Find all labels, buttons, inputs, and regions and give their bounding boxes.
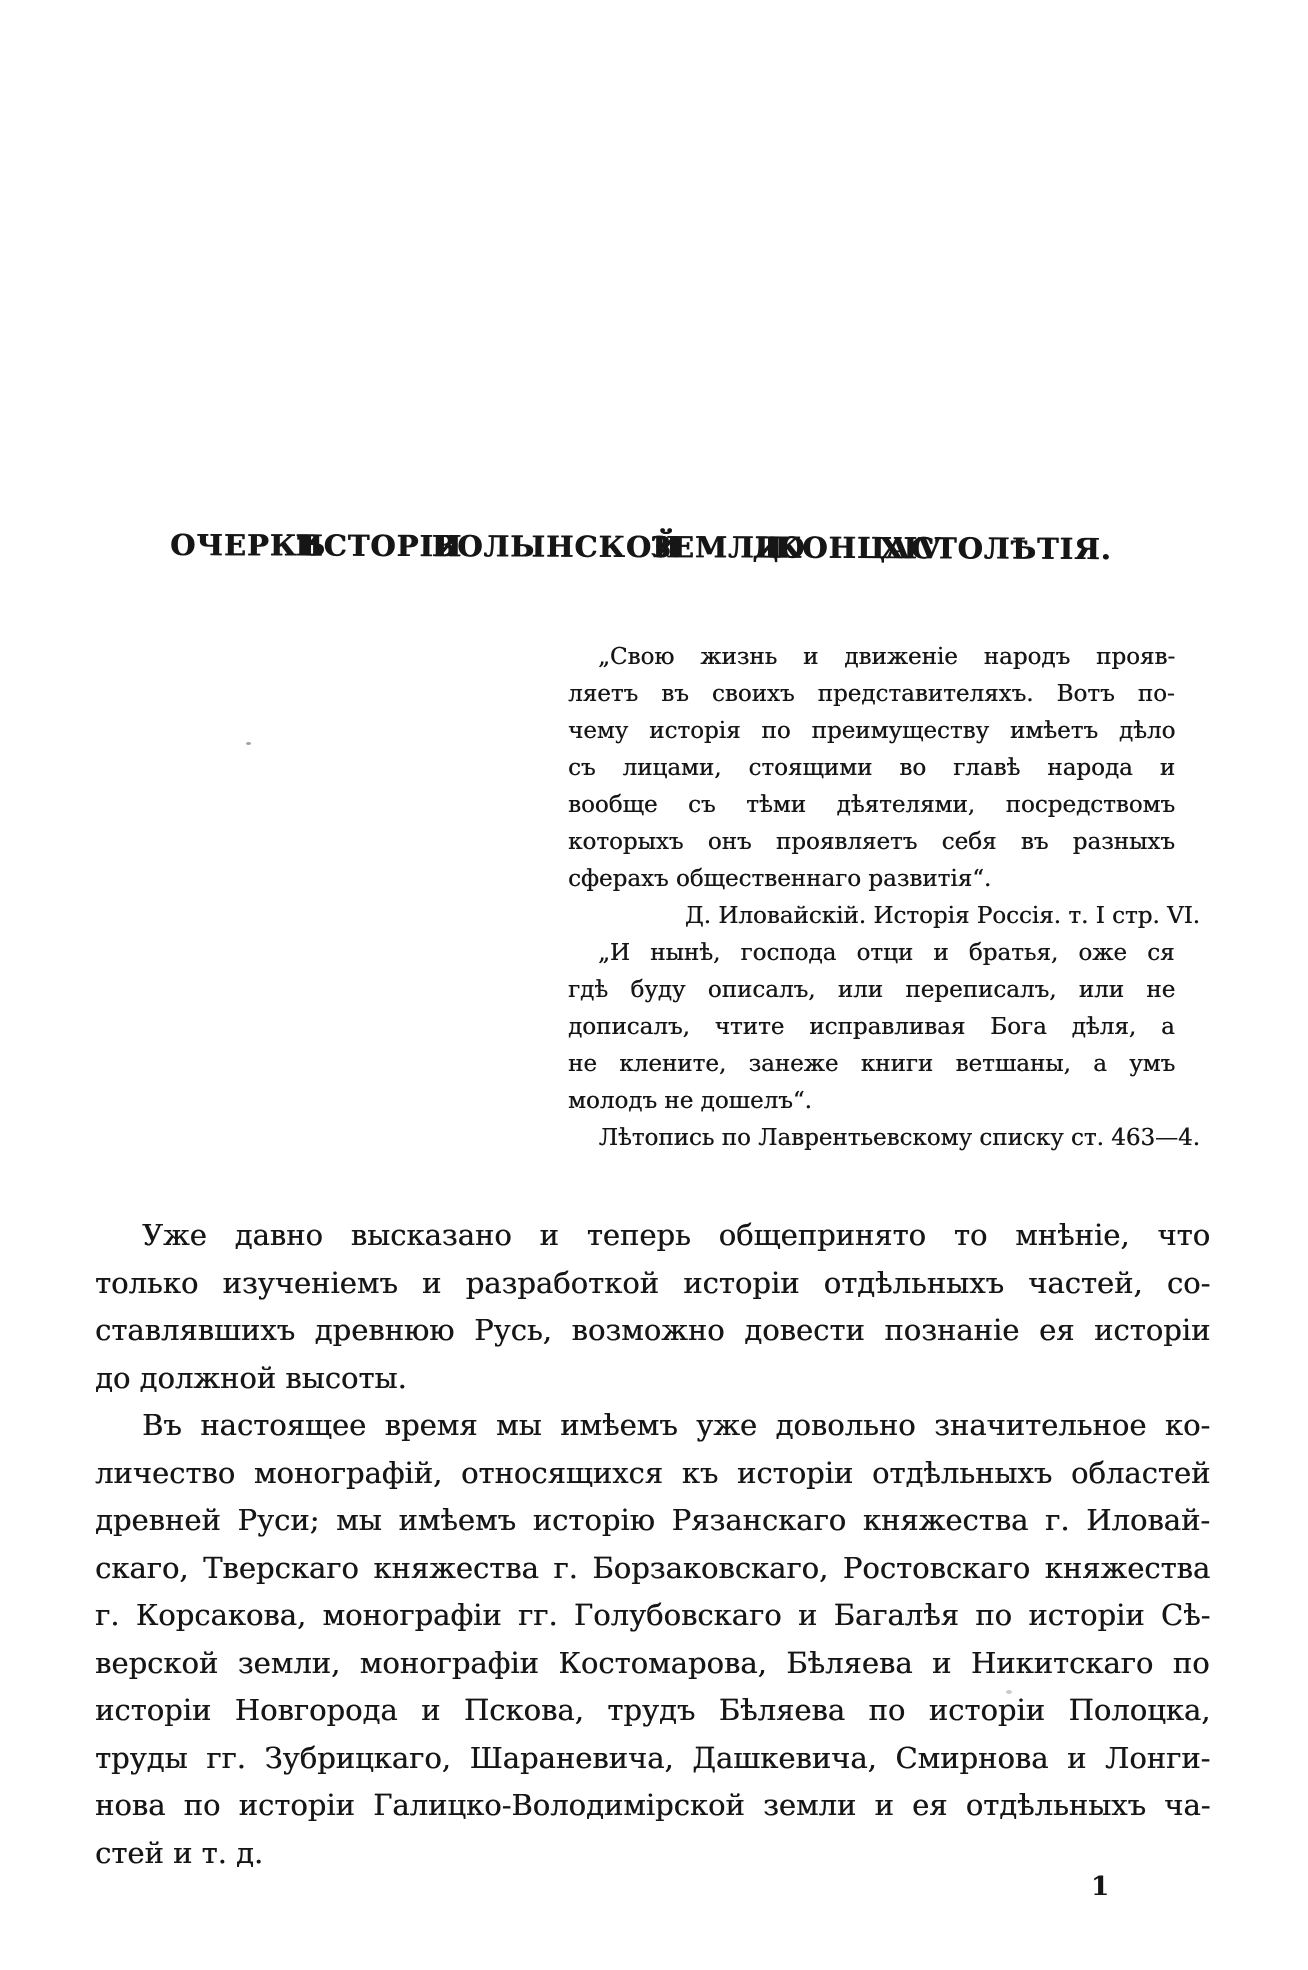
text-line: личество монографій, относящихся къ исторіи отдѣльныхъ областей — [95, 1455, 1211, 1490]
body-text — [95, 1212, 1210, 1877]
text-line: до должной высоты. — [95, 1360, 407, 1395]
text-line: только изученіемъ и разработкой исторіи отдѣльныхъ частей, со- — [95, 1265, 1211, 1300]
page-number: 1 — [1090, 1872, 1110, 1902]
text-line: „И нынѣ, господа отци и братья, оже ся — [598, 940, 1175, 966]
page-title: ОЧЕРКЪ ИСТОРІИ ВОЛЫНСКОЙ ЗЕМЛИ ДО КОНЦА XIV СТОЛѢТІЯ. — [169, 528, 1112, 567]
scan-speck — [1006, 1690, 1012, 1694]
text-line: которыхъ онъ проявляетъ себя въ разныхъ — [568, 829, 1175, 855]
text-line: молодъ не дошелъ“. — [568, 1088, 812, 1114]
text-line: Въ настоящее время мы имѣемъ уже довольно значительное ко- — [142, 1408, 1211, 1442]
text-line: „Свою жизнь и движеніе народъ прояв- — [598, 644, 1176, 670]
text-line: труды гг. Зубрицкаго, Шараневича, Дашкевича, Смирнова и Лонги- — [95, 1740, 1211, 1775]
text-line: г. Корсакова, монографіи гг. Голубовскаго и Багалѣя по исторіи Сѣ- — [95, 1598, 1211, 1632]
epigraph-quote-1 — [568, 639, 1175, 898]
text-line: чему исторія по преимуществу имѣетъ дѣло — [568, 718, 1176, 744]
text-line: стей и т. д. — [95, 1835, 264, 1870]
text-line: Уже давно высказано и теперь общепринято то мнѣніе, что — [142, 1218, 1211, 1252]
text-line: скаго, Тверскаго княжества г. Борзаковскаго, Ростовскаго княжества — [95, 1550, 1211, 1585]
text-line: нова по исторіи Галицко-Володимірской земли и ея отдѣльныхъ ча- — [95, 1788, 1211, 1822]
epigraph-attribution-1: Д. Иловайскій. Исторія Россія. т. I стр. VI. — [684, 903, 1200, 929]
text-line: сферахъ общественнаго развитія“. — [568, 866, 992, 892]
scan-speck — [246, 742, 251, 745]
text-line: исторіи Новгорода и Пскова, трудъ Бѣляева по исторіи Полоцка, — [95, 1693, 1211, 1727]
epigraph-quote-2 — [568, 935, 1175, 1120]
text-line: ставлявшихъ древнюю Русь, возможно довести познаніе ея исторіи — [95, 1313, 1211, 1347]
text-line: дописалъ, чтите исправливая Бога дѣля, а — [568, 1014, 1175, 1040]
text-line: ляетъ въ своихъ представителяхъ. Вотъ по- — [568, 681, 1175, 707]
text-line: гдѣ буду описалъ, или переписалъ, или не — [568, 977, 1176, 1003]
text-line: не клените, занеже книги ветшаны, а умъ — [568, 1051, 1176, 1077]
body-paragraph-1 — [95, 1212, 1210, 1402]
epigraph-attribution-2: Лѣтопись по Лаврентьевскому списку ст. 463—4. — [598, 1125, 1200, 1151]
text-line: съ лицами, стоящими во главѣ народа и — [568, 755, 1176, 781]
text-line: верской земли, монографіи Костомарова, Бѣляева и Никитскаго по — [95, 1645, 1210, 1680]
text-line: вообще съ тѣми дѣятелями, посредствомъ — [568, 792, 1176, 818]
text-line: древней Руси; мы имѣемъ исторію Рязанскаго княжества г. Иловай- — [95, 1503, 1211, 1537]
body-paragraph-2 — [95, 1402, 1210, 1877]
